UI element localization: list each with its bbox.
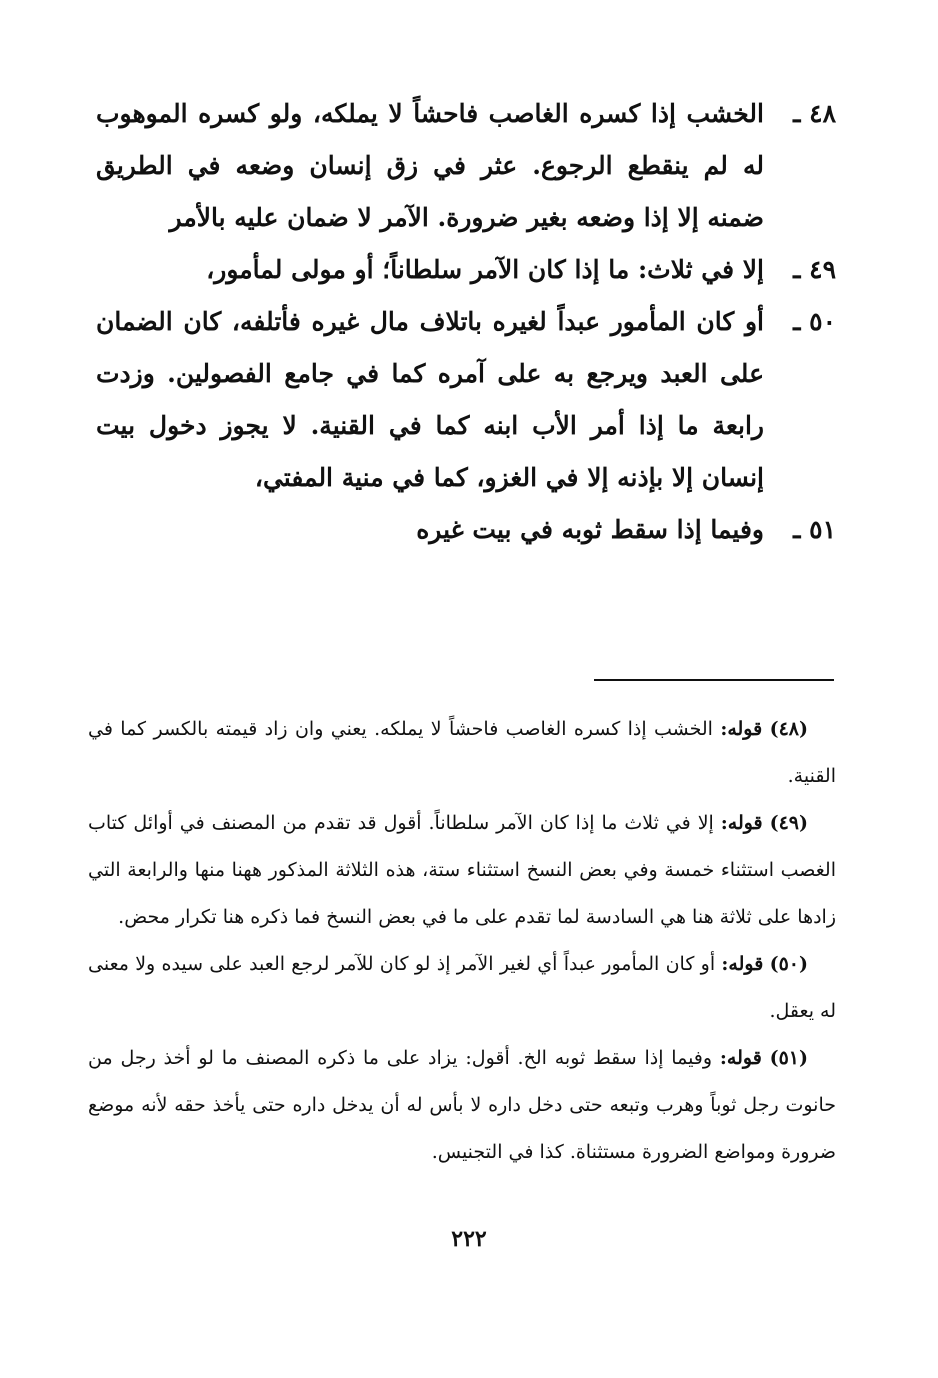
footnote-48 [88, 706, 836, 800]
entry-number: ٥١ ـ [793, 515, 836, 544]
entry-text: أو كان المأمور عبداً لغيره باتلاف مال غيره فأتلفه، كان الضمان على العبد ويرجع به على آمره كما في جامع الفصولين. وزدت رابعة ما إذا أمر الأب ابنه كما في القنية. لا يجوز دخول بيت إنسان إلا بإذنه إلا في الغزو، كما في منية المفتي، [96, 307, 764, 492]
footnote-keyword: قوله: [720, 718, 763, 740]
footnote-text: إلا في ثلاث ما إذا كان الآمر سلطاناً. أقول قد تقدم من المصنف في أوائل كتاب الغصب استثناء خمسة وفي بعض النسخ استثناء ستة، هذه الثلاثة المذكور ههنا منها والرابعة التي زادها على ثلاثة هنا هي السادسة لما تقدم على ما في بعض النسخ فما ذكره هنا تكرار محض. [88, 812, 836, 928]
page-number: ٢٢٢ [451, 1226, 487, 1252]
footnote-50 [88, 941, 836, 1035]
footnote-text: الخشب إذا كسره الغاصب فاحشاً لا يملكه. يعني وان زاد قيمته بالكسر كما في القنية. [88, 718, 836, 787]
footnote-number: (٥١) [769, 1047, 809, 1069]
footnote-text: وفيما إذا سقط ثوبه الخ. أقول: يزاد على ما ذكره المصنف ما لو أخذ رجل من حانوت رجل ثوباً وهرب وتبعه حتى دخل داره لا بأس له أن يدخل داره حتى يأخذ حقه لأنه موضع ضرورة ومواضع الضرورة مستثناة. كذا في التجنيس. [88, 1047, 836, 1163]
footnote-separator [594, 679, 834, 681]
entry-number: ٤٨ ـ [793, 99, 836, 128]
entry-49 [96, 244, 836, 296]
entry-text: إلا في ثلاث: ما إذا كان الآمر سلطاناً؛ أو مولى لمأمور، [206, 255, 764, 284]
entry-51 [96, 504, 836, 556]
footnote-51 [88, 1035, 836, 1176]
footnote-49 [88, 800, 836, 941]
footnote-number: (٤٨) [769, 718, 808, 740]
footnote-keyword: قوله: [719, 1047, 762, 1069]
main-text [96, 88, 836, 556]
footnote-keyword: قوله: [720, 812, 763, 834]
entry-text: وفيما إذا سقط ثوبه في بيت غيره [416, 515, 764, 544]
entry-number: ٥٠ ـ [793, 307, 836, 336]
footnote-text: أو كان المأمور عبداً أي لغير الآمر إذ لو كان للآمر لرجع العبد على سيده ولا معنى له يعقل. [88, 953, 836, 1022]
entry-text: الخشب إذا كسره الغاصب فاحشاً لا يملكه، ولو كسره الموهوب له لم ينقطع الرجوع. عثر في زق إنسان وضعه في الطريق ضمنه إلا إذا وضعه بغير ضرورة. الآمر لا ضمان عليه بالأمر [96, 99, 764, 232]
footnote-keyword: قوله: [721, 953, 764, 975]
entry-48 [96, 88, 836, 244]
footnotes [88, 706, 836, 1176]
footnote-number: (٤٩) [769, 812, 808, 834]
entry-number: ٤٩ ـ [793, 255, 836, 284]
entry-50 [96, 296, 836, 504]
footnote-number: (٥٠) [769, 953, 808, 975]
